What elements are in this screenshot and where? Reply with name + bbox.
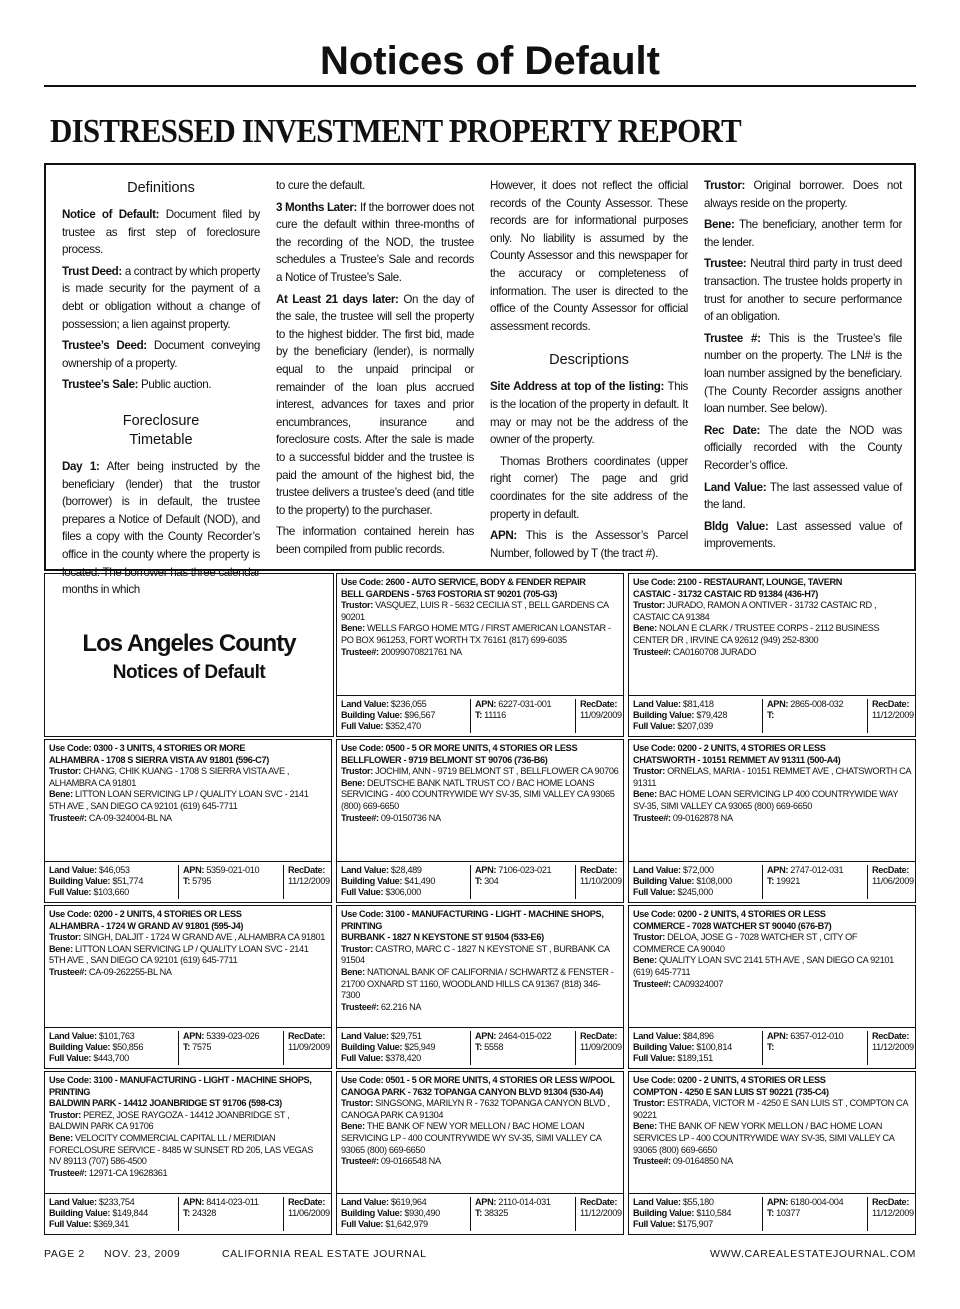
title-rule	[44, 85, 916, 87]
listing-trustee-number: Trustee#: CA-09-324004-BL NA	[49, 812, 172, 823]
listing-card	[44, 739, 332, 903]
listing-bene: Bene: VELOCITY COMMERCIAL CAPITAL LL / MERIDIAN FORECLOSURE SERVICE - 8485 W SUNSET RD 205, LAS VEGAS NV 89113 (707) 586-4500	[49, 1132, 313, 1167]
listing-value-block: Land Value: $29,751 Building Value: $25,949 Full Value: $378,420	[341, 1031, 436, 1064]
listing-card	[336, 1071, 624, 1235]
def-thomas-brothers: Thomas Brothers coordinates (upper right corner) The page and grid coordinates for the site address of the property in default.	[490, 454, 688, 521]
tract-value: 24328	[192, 1208, 216, 1219]
listing-values	[629, 861, 915, 902]
listing-address: ALHAMBRA - 1724 W GRAND AV 91801 (595-J4)	[49, 920, 244, 931]
listing-card	[628, 739, 916, 903]
building-value: $41,490	[404, 876, 436, 887]
listing-value-block: Land Value: $55,180 Building Value: $110,584 Full Value: $175,907	[633, 1197, 732, 1230]
listing-bene: Bene: QUALITY LOAN SVC 2141 5TH AVE , SAN DIEGO CA 92101 (619) 645-7711	[633, 955, 894, 977]
listing-card	[44, 905, 332, 1069]
listing-bene: Bene: LITTON LOAN SERVICING LP / QUALITY LOAN SVC - 2141 5TH AVE , SAN DIEGO CA 92101 (619) 645-7711	[49, 789, 309, 811]
listing-body	[633, 909, 911, 990]
listing-recdate-block: RecDate: 11/12/2009	[867, 1031, 924, 1065]
land-value: $81,418	[682, 699, 714, 709]
listing-value-block: Land Value: $101,763 Building Value: $50,856 Full Value: $443,700	[49, 1031, 144, 1064]
listing-apn-block: APN: 6180-004-004 T: 10377	[762, 1197, 867, 1231]
page-title: Notices of Default	[319, 39, 660, 83]
apn-value: 6180-004-004	[790, 1197, 844, 1207]
apn-value: 5339-023-026	[206, 1031, 260, 1041]
listing-apn-block: APN: 6227-031-001 T: 11116	[470, 699, 575, 733]
apn-value: 8414-023-011	[206, 1197, 259, 1207]
land-value: $72,000	[682, 865, 714, 875]
full-value: $352,470	[385, 721, 421, 732]
rec-date-value: 11/06/2009	[288, 1208, 330, 1219]
listing-values	[337, 861, 623, 902]
listing-recdate-block: RecDate: 11/09/2009	[575, 699, 632, 733]
def-rec-date: Rec Date: The date the NOD was officially recorded with the County Recorder’s office.	[704, 423, 902, 472]
listing-use-code: Use Code: 0500 - 5 OR MORE UNITS, 4 STORIES OR LESS	[341, 743, 578, 753]
listing-card	[628, 573, 916, 737]
listing-trustor: Trustor: ORNELAS, MARIA - 10151 REMMET AVE , CHATSWORTH CA 91311	[633, 766, 911, 788]
listing-recdate-block: RecDate: 11/09/2009	[283, 1031, 340, 1065]
listing-use-code: Use Code: 0300 - 3 UNITS, 4 STORIES OR MORE	[49, 743, 246, 753]
tract-value: 19921	[776, 876, 800, 887]
listing-trustee-number: Trustee#: 12971-CA 19628361	[49, 1167, 168, 1178]
land-value: $29,751	[390, 1031, 422, 1041]
listing-value-block: Land Value: $236,055 Building Value: $96,567 Full Value: $352,470	[341, 699, 436, 732]
rec-date-value: 11/09/2009	[288, 1042, 330, 1053]
listings-grid	[44, 573, 916, 1238]
listing-use-code: Use Code: 3100 - MANUFACTURING - LIGHT - MACHINE SHOPS, PRINTING	[341, 909, 604, 931]
listing-recdate-block: RecDate: 11/10/2009	[575, 865, 632, 899]
footer-date: NOV. 23, 2009	[104, 1248, 181, 1260]
land-value: $619,964	[390, 1197, 427, 1207]
tract-value: 11116	[484, 710, 506, 721]
apn-value: 7106-023-021	[498, 865, 552, 875]
listing-bene: Bene: WELLS FARGO HOME MTG / FIRST AMERICAN LOANSTAR - PO BOX 961253, FORT WORTH TX 76161 (817) 699-6035	[341, 623, 611, 645]
tract-value: 10377	[776, 1208, 800, 1219]
listing-values	[337, 1193, 623, 1234]
rec-date-value: 11/09/2009	[580, 1042, 622, 1053]
footer-page: PAGE 2	[44, 1248, 85, 1260]
listing-use-code: Use Code: 0200 - 2 UNITS, 4 STORIES OR LESS	[49, 909, 242, 919]
definitions-heading: Definitions	[127, 180, 195, 196]
listing-trustee-number: Trustee#: 09-0162878 NA	[633, 812, 733, 823]
listing-bene: Bene: BAC HOME LOAN SERVICING LP 400 COUNTRYWIDE WAY SV-35, SIMI VALLEY CA 93065 (800) 669-6650	[633, 789, 898, 811]
listing-value-block: Land Value: $46,053 Building Value: $51,774 Full Value: $103,660	[49, 865, 144, 898]
full-value: $443,700	[93, 1053, 129, 1064]
rec-date-value: 11/12/2009	[872, 1042, 914, 1053]
listing-use-code: Use Code: 2600 - AUTO SERVICE, BODY & FENDER REPAIR	[341, 577, 586, 587]
definitions-column-3	[490, 177, 688, 566]
listing-trustor: Trustor: CHANG, CHIK KUANG - 1708 S SIERRA VISTA AVE , ALHAMBRA CA 91801	[49, 766, 290, 788]
listing-value-block: Land Value: $233,754 Building Value: $149,844 Full Value: $369,341	[49, 1197, 148, 1230]
apn-value: 5359-021-010	[206, 865, 260, 875]
def-bene: Bene: The beneficiary, another term for the lender.	[704, 218, 902, 249]
definitions-column-4	[704, 177, 902, 557]
listing-recdate-block: RecDate: 11/12/2009	[867, 1197, 924, 1231]
listing-use-code: Use Code: 0200 - 2 UNITS, 4 STORIES OR LESS	[633, 1075, 826, 1085]
listing-trustor: Trustor: ESTRADA, VICTOR M - 4250 E SAN LUIS ST , COMPTON CA 90221	[633, 1098, 908, 1120]
listing-bene: Bene: THE BANK OF NEW YOR MELLON / BAC HOME LOAN SERVICING LP - 400 COUNTRYWIDE WY SV-35, SIMI VALLEY CA 93065 (800) 669-6650	[341, 1121, 602, 1155]
listing-use-code: Use Code: 0200 - 2 UNITS, 4 STORIES OR LESS	[633, 743, 826, 753]
building-value: $930,490	[404, 1208, 440, 1219]
listing-trustor: Trustor: VASQUEZ, LUIS R - 5632 CECILIA ST , BELL GARDENS CA 90201	[341, 600, 609, 622]
listing-values	[337, 695, 623, 736]
listing-address: CHATSWORTH - 10151 REMMET AV 91311 (500-A4)	[633, 754, 841, 765]
listing-address: BELL GARDENS - 5763 FOSTORIA ST 90201 (705-G3)	[341, 588, 558, 599]
def-bldg-value: Bldg Value: Last assessed value of improvements.	[704, 519, 902, 551]
listing-card	[336, 573, 624, 737]
county-title: Los Angeles County	[82, 630, 296, 657]
definitions-column-2	[276, 177, 474, 562]
listing-body	[49, 909, 327, 979]
apn-value: 2747-012-031	[790, 865, 844, 875]
def-however: However, it does not reflect the official records of the County Assessor. These records are for informational purposes only. No liability is assumed by the County Assessor and this newspaper for the accuracy or completeness of information. The user is directed to the office of the County Assessor for official assessment records.	[490, 179, 688, 333]
descriptions-heading: Descriptions	[549, 352, 629, 369]
listing-trustor: Trustor: JOCHIM, ANN - 9719 BELMONT ST , BELLFLOWER CA 90706	[341, 766, 619, 777]
listing-apn-block: APN: 2110-014-031 T: 38325	[470, 1197, 575, 1231]
building-value: $149,844	[112, 1208, 148, 1219]
full-value: $245,000	[677, 887, 713, 898]
listing-trustee-number: Trustee#: 09-0164850 NA	[633, 1156, 733, 1167]
land-value: $55,180	[682, 1197, 714, 1207]
def-cure: to cure the default.	[276, 179, 366, 192]
listing-values	[45, 1027, 331, 1068]
listing-card	[336, 739, 624, 903]
listing-use-code: Use Code: 0501 - 5 OR MORE UNITS, 4 STORIES OR LESS W/POOL	[341, 1075, 615, 1085]
def-info: The information contained herein has been compiled from public records.	[276, 525, 474, 556]
listing-bene: Bene: NOLAN E CLARK / TRUSTEE CORPS - 2112 BUSINESS CENTER DR , IRVINE CA 92612 (949) 252-8300	[633, 623, 880, 645]
listing-values	[45, 861, 331, 902]
listing-value-block: Land Value: $81,418 Building Value: $79,428 Full Value: $207,039	[633, 699, 728, 732]
apn-value: 2865-008-032	[790, 699, 844, 709]
def-trustees-deed: Trustee’s Deed: Document conveying ownership of a property.	[62, 339, 261, 370]
full-value: $378,420	[385, 1053, 421, 1064]
listing-trustee-number: Trustee#: 20099070821761 NA	[341, 646, 462, 657]
building-value: $108,000	[696, 876, 732, 887]
listing-recdate-block: RecDate: 11/09/2009	[575, 1031, 632, 1065]
def-three-months: 3 Months Later: If the borrower does not cure the default within three-months of the recording of the NOD, the trustee schedules a Trustee’s Sale and records a Notice of Trustee’s Sale.	[276, 200, 475, 284]
full-value: $103,660	[93, 887, 129, 898]
full-value: $369,341	[93, 1219, 129, 1230]
rec-date-value: 11/12/2009	[872, 710, 914, 721]
listing-trustee-number: Trustee#: CA-09-262255-BL NA	[49, 966, 172, 977]
rec-date-value: 11/12/2009	[872, 1208, 914, 1219]
def-trustee-number: Trustee #: This is the Trustee’s file number on the property. The LN# is the loan number assigned by the beneficiary. (The County Recorder assigns another loan number. See below).	[704, 331, 902, 416]
listing-body	[49, 1075, 327, 1179]
listing-body	[49, 743, 327, 824]
listing-value-block: Land Value: $72,000 Building Value: $108,000 Full Value: $245,000	[633, 865, 732, 898]
county-subtitle: Notices of Default	[112, 662, 266, 683]
listing-address: CANOGA PARK - 7632 TOPANGA CANYON BLVD 91304 (530-A4)	[341, 1086, 603, 1097]
listing-body	[633, 1075, 911, 1168]
full-value: $1,642,979	[385, 1219, 428, 1230]
rec-date-value: 11/10/2009	[580, 876, 622, 887]
full-value: $189,151	[677, 1053, 713, 1064]
listing-bene: Bene: NATIONAL BANK OF CALIFORNIA / SCHWARTZ & FENSTER - 21700 OXNARD ST 1160, WOODLAND HILLS CA 91367 (818) 346-7300	[341, 966, 614, 1001]
full-value: $175,907	[677, 1219, 713, 1230]
listing-trustee-number: Trustee#: CA0160708 JURADO	[633, 646, 757, 657]
building-value: $79,428	[696, 710, 728, 721]
listing-address: BURBANK - 1827 N KEYSTONE ST 91504 (533-E6)	[341, 932, 544, 943]
listing-bene: Bene: LITTON LOAN SERVICING LP / QUALITY LOAN SVC - 2141 5TH AVE , SAN DIEGO CA 92101 (619) 645-7711	[49, 943, 309, 966]
building-value: $96,567	[404, 710, 436, 721]
listing-card	[628, 905, 916, 1069]
def-trustor: Trustor: Original borrower. Does not always reside on the property.	[704, 179, 902, 210]
building-value: $110,584	[696, 1208, 732, 1219]
listing-address: BELLFLOWER - 9719 BELMONT ST 90706 (736-B6)	[341, 754, 548, 765]
building-value: $51,774	[112, 876, 144, 887]
listing-address: BALDWIN PARK - 14412 JOANBRIDGE ST 91706 (598-C3)	[49, 1098, 282, 1109]
tract-value: 304	[484, 876, 499, 887]
apn-value: 6227-031-001	[498, 699, 552, 709]
listing-address: ALHAMBRA - 1708 S SIERRA VISTA AV 91801 (596-C7)	[49, 754, 269, 765]
def-apn: APN: This is the Assessor’s Parcel Number, followed by T (the tract #).	[490, 529, 688, 560]
listing-body	[341, 1075, 619, 1168]
footer-publication: CALIFORNIA REAL ESTATE JOURNAL	[222, 1248, 427, 1260]
listing-value-block: Land Value: $619,964 Building Value: $930,490 Full Value: $1,642,979	[341, 1197, 440, 1230]
listing-bene: Bene: THE BANK OF NEW YORK MELLON / BAC HOME LOAN SERVICES LP - 400 COUNTRYWIDE WAY SV-35, SIMI VALLEY CA 93065 (800) 669-6650	[633, 1121, 895, 1155]
listing-recdate-block: RecDate: 11/12/2009	[283, 865, 340, 899]
listing-use-code: Use Code: 3100 - MANUFACTURING - LIGHT - MACHINE SHOPS, PRINTING	[49, 1075, 312, 1097]
report-title: DISTRESSED INVESTMENT PROPERTY REPORT	[50, 112, 741, 150]
listing-apn-block: APN: 2865-008-032 T:	[762, 699, 867, 733]
listing-trustee-number: Trustee#: 09-0166548 NA	[341, 1156, 441, 1167]
listing-card	[44, 1071, 332, 1235]
building-value: $100,814	[696, 1042, 732, 1053]
listing-value-block: Land Value: $84,896 Building Value: $100,814 Full Value: $189,151	[633, 1031, 732, 1064]
def-trust-deed: Trust Deed: a contract by which property is made security for the payment of a debt or obligation without a change of possession; a lien against property.	[62, 264, 261, 331]
land-value: $101,763	[98, 1031, 135, 1041]
def-land-value: Land Value: The last assessed value of the land.	[704, 480, 903, 512]
rec-date-value: 11/06/2009	[872, 876, 914, 887]
apn-value: 2110-014-031	[498, 1197, 551, 1207]
apn-value: 6357-012-010	[790, 1031, 844, 1041]
def-notice-of-default: Notice of Default: Document filed by trustee as first step of foreclosure process.	[62, 208, 260, 257]
land-value: $236,055	[390, 699, 427, 709]
listing-apn-block: APN: 2747-012-031 T: 19921	[762, 865, 867, 899]
listing-trustor: Trustor: SINGSONG, MARILYN R - 7632 TOPANGA CANYON BLVD , CANOGA PARK CA 91304	[341, 1098, 610, 1120]
listing-trustor: Trustor: CASTRO, MARC C - 1827 N KEYSTONE ST , BURBANK CA 91504	[341, 943, 610, 966]
listing-address: COMPTON - 4250 E SAN LUIS ST 90221 (735-C4)	[633, 1086, 829, 1097]
tract-value: 7575	[192, 1042, 212, 1053]
listing-values	[45, 1193, 331, 1234]
listing-apn-block: APN: 6357-012-010 T:	[762, 1031, 867, 1065]
listing-trustee-number: Trustee#: 09-0150736 NA	[341, 812, 441, 823]
listing-recdate-block: RecDate: 11/12/2009	[575, 1197, 632, 1231]
listing-address: CASTAIC - 31732 CASTAIC RD 91384 (436-H7)	[633, 588, 818, 599]
rec-date-value: 11/12/2009	[580, 1208, 622, 1219]
land-value: $233,754	[98, 1197, 135, 1207]
listing-card	[336, 905, 624, 1069]
listing-recdate-block: RecDate: 11/06/2009	[867, 865, 924, 899]
listing-body	[341, 577, 619, 658]
building-value: $50,856	[112, 1042, 144, 1053]
listing-trustor: Trustor: SINGH, DALJIT - 1724 W GRAND AVE , ALHAMBRA CA 91801	[49, 932, 325, 943]
listing-use-code: Use Code: 0200 - 2 UNITS, 4 STORIES OR LESS	[633, 909, 826, 919]
full-value: $306,000	[385, 887, 421, 898]
listing-recdate-block: RecDate: 11/06/2009	[283, 1197, 340, 1231]
listing-apn-block: APN: 5359-021-010 T: 5795	[178, 865, 283, 899]
rec-date-value: 11/12/2009	[288, 876, 330, 887]
definitions-column-1	[62, 177, 260, 603]
def-site-address: Site Address at top of the listing: This is the location of the property in default. It may or may not be the address of the owner of the property.	[490, 380, 688, 447]
land-value: $84,896	[682, 1031, 714, 1041]
def-trustees-sale: Trustee’s Sale: Public auction.	[62, 378, 212, 392]
rec-date-value: 11/09/2009	[580, 710, 622, 721]
listing-trustee-number: Trustee#: 62.216 NA	[341, 1001, 422, 1012]
listing-values	[629, 695, 915, 736]
listing-bene: Bene: DEUTSCHE BANK NATL TRUST CO / BAC HOME LOANS SERVICING - 400 COUNTRYWIDE WY SV-35, SIMI VALLEY CA 93065 (800) 669-6650	[341, 777, 615, 811]
listing-address: COMMERCE - 7028 WATCHER ST 90040 (676-B7)	[633, 920, 832, 931]
listing-body	[341, 909, 619, 1013]
apn-value: 2464-015-022	[498, 1031, 552, 1041]
land-value: $28,489	[390, 865, 422, 875]
listing-card	[628, 1071, 916, 1235]
listing-body	[633, 743, 911, 824]
listing-values	[629, 1193, 915, 1234]
def-trustee: Trustee: Neutral third party in trust deed transaction. The trustee holds property in trust for another to secure performance of an obligation.	[704, 257, 903, 324]
listing-trustor: Trustor: PEREZ, JOSE RAYGOZA - 14412 JOANBRIDGE ST , BALDWIN PARK CA 91706	[49, 1109, 290, 1132]
listing-trustee-number: Trustee#: CA09324007	[633, 978, 724, 989]
listing-body	[341, 743, 619, 824]
def-day-1: Day 1: After being instructed by the beneficiary (lender) that the trustor (borrower) is in default, the trustee prepares a Notice of Default (NOD), and files a copy with the County Recorder’s office in the county where the property is located. The borrower has three calendar months in which	[62, 459, 261, 597]
timetable-heading: Foreclosure Timetable	[122, 412, 200, 448]
listing-values	[337, 1027, 623, 1068]
def-at-least-21-days: At Least 21 days later: On the day of the sale, the trustee will sell the property to the highest bidder. The first bid, made by the beneficiary (lender), is normally equal to the unpaid principal or remainder of the loan plus accrued interest, advances for taxes and prior encumbrances, insurance and foreclosure costs. After the sale is made to a successful bidder and the trustee is paid the amount of the highest bid, the trustee delivers a trustee’s deed (and title to the property) to the purchaser.	[276, 292, 475, 517]
listing-trustor: Trustor: DELOA, JOSE G - 7028 WATCHER ST , CITY OF COMMERCE CA 90040	[633, 932, 858, 954]
listing-use-code: Use Code: 2100 - RESTAURANT, LOUNGE, TAVERN	[633, 577, 843, 587]
tract-value: 38325	[484, 1208, 508, 1219]
listing-body	[633, 577, 911, 658]
land-value: $46,053	[98, 865, 130, 875]
footer-website: WWW.CAREALESTATEJOURNAL.COM	[710, 1248, 916, 1260]
listing-apn-block: APN: 5339-023-026 T: 7575	[178, 1031, 283, 1065]
building-value: $25,949	[404, 1042, 436, 1053]
listing-recdate-block: RecDate: 11/12/2009	[867, 699, 924, 733]
listing-value-block: Land Value: $28,489 Building Value: $41,490 Full Value: $306,000	[341, 865, 436, 898]
tract-value: 5558	[484, 1042, 504, 1053]
tract-value: 5795	[192, 876, 212, 887]
listing-apn-block: APN: 2464-015-022 T: 5558	[470, 1031, 575, 1065]
county-header-cell	[44, 573, 334, 737]
full-value: $207,039	[677, 721, 713, 732]
listing-trustor: Trustor: JURADO, RAMON A ONTIVER - 31732 CASTAIC RD , CASTAIC CA 91384	[633, 600, 877, 622]
listing-apn-block: APN: 8414-023-011 T: 24328	[178, 1197, 283, 1231]
listing-values	[629, 1027, 915, 1068]
listing-apn-block: APN: 7106-023-021 T: 304	[470, 865, 575, 899]
